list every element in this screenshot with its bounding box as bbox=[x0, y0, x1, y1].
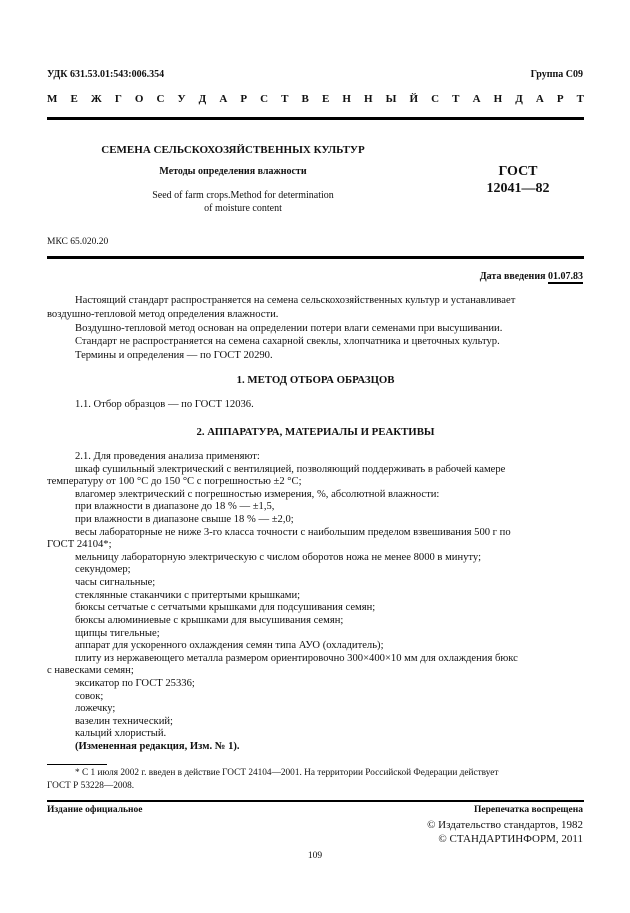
gost-number: 12041—82 bbox=[486, 181, 550, 196]
gost-label: ГОСТ bbox=[498, 164, 538, 179]
english-title-line2: of moisture content bbox=[204, 203, 282, 214]
intro-paragraph-4: Термины и определения — по ГОСТ 20290. bbox=[75, 350, 273, 361]
section-2-line: плиту из нержавеющего металла размером ориентировочно 300×400×10 мм для охлаждения бюкс bbox=[75, 652, 518, 664]
copyright-1: © Издательство стандартов, 1982 bbox=[427, 819, 583, 831]
section-2-line: с навесками семян; bbox=[47, 665, 134, 677]
clause-1-1: 1.1. Отбор образцов — по ГОСТ 12036. bbox=[75, 399, 254, 410]
section-2-line: температуру от 100 °С до 150 °С с погрешностью ±2 °С; bbox=[47, 476, 302, 488]
amendment-note: (Измененная редакция, Изм. № 1). bbox=[75, 741, 240, 753]
group-code: Группа С09 bbox=[530, 69, 583, 80]
section-2-line: кальций хлористый. bbox=[75, 728, 167, 740]
document-title: СЕМЕНА СЕЛЬСКОХОЗЯЙСТВЕННЫХ КУЛЬТУР bbox=[101, 144, 365, 156]
section-2-line: бюксы алюминиевые с крышками для высушивания семян; bbox=[75, 614, 344, 626]
official-edition: Издание официальное bbox=[47, 805, 143, 815]
section-1-heading: 1. МЕТОД ОТБОРА ОБРАЗЦОВ bbox=[236, 374, 395, 386]
document-subtitle: Методы определения влажности bbox=[159, 166, 307, 177]
section-2-line: ложечку; bbox=[75, 703, 116, 715]
intro-paragraph-2: Воздушно-тепловой метод основан на определении потери влаги семенами при высушивании. bbox=[75, 322, 503, 334]
header-rule bbox=[47, 117, 584, 120]
section-2-line: 2.1. Для проведения анализа применяют: bbox=[75, 451, 260, 462]
section-2-line: мельницу лабораторную электрическую с числом оборотов ножа не менее 8000 в минуту; bbox=[75, 551, 482, 563]
section-2-line: совок; bbox=[75, 690, 104, 702]
mks-code: МКС 65.020.20 bbox=[47, 237, 109, 247]
udk-code: УДК 631.53.01:543:006.354 bbox=[47, 69, 165, 80]
section-2-line: аппарат для ускоренного охлаждения семян типа АУО (охладитель); bbox=[75, 640, 384, 652]
section-2-line: вазелин технический; bbox=[75, 715, 173, 727]
section-2-line: шкаф сушильный электрический с вентиляцией, позволяющий поддерживать в рабочей камере bbox=[75, 463, 506, 475]
copyright-2: © СТАНДАРТИНФОРМ, 2011 bbox=[438, 833, 583, 845]
section-2-line: щипцы тигельные; bbox=[75, 627, 160, 639]
mks-rule bbox=[47, 256, 584, 259]
section-2-line: бюксы сетчатые с сетчатыми крышками для подсушивания семян; bbox=[75, 602, 376, 614]
standard-type: М Е Ж Г О С У Д А Р С Т В Е Н Н Ы Й С Т А Н Д А Р Т bbox=[47, 93, 584, 105]
section-2-line: эксикатор по ГОСТ 25336; bbox=[75, 677, 195, 689]
intro-date-label: Дата введения bbox=[479, 271, 546, 282]
section-2-line: часы сигнальные; bbox=[75, 577, 156, 589]
footer-rule bbox=[47, 800, 584, 802]
reprint-notice: Перепечатка воспрещена bbox=[473, 805, 583, 815]
section-2-line: при влажности в диапазоне до 18 % — ±1,5, bbox=[75, 501, 275, 513]
section-2-line: весы лабораторные не ниже 3-го класса точности с наибольшим пределом взвешивания 500 г по bbox=[75, 526, 511, 538]
page-number: 109 bbox=[307, 851, 323, 861]
footnote-line-1: * С 1 июля 2002 г. введен в действие ГОСТ 24104—2001. На территории Российской Федерации действует bbox=[75, 768, 499, 778]
footnote bbox=[47, 767, 584, 792]
intro-paragraph-3: Стандарт не распространяется на семена сахарной свеклы, хлопчатника и цветочных культур. bbox=[75, 336, 500, 348]
section-2-line: ГОСТ 24104*; bbox=[47, 539, 112, 551]
intro-date bbox=[480, 271, 583, 282]
intro-paragraph-1-cont: воздушно-тепловой метод определения влажности. bbox=[47, 308, 279, 320]
section-2-line: стеклянные стаканчики с притертыми крышками; bbox=[75, 589, 301, 601]
intro-paragraphs bbox=[47, 294, 584, 363]
section-2-line: при влажности в диапазоне свыше 18 % — ±2,0; bbox=[75, 514, 294, 526]
intro-date-value: 01.07.83 bbox=[548, 271, 583, 282]
footnote-separator bbox=[47, 764, 107, 765]
section-2-heading: 2. АППАРАТУРА, МАТЕРИАЛЫ И РЕАКТИВЫ bbox=[196, 426, 435, 438]
section-2-line: секундомер; bbox=[75, 564, 131, 576]
english-title-line1: Seed of farm crops.Method for determination bbox=[152, 190, 334, 201]
section-2-line: влагомер электрический с погрешностью измерения, %, абсолютной влажности: bbox=[75, 488, 440, 500]
section-1-text bbox=[47, 399, 584, 410]
intro-paragraph-1: Настоящий стандарт распространяется на семена сельскохозяйственных культур и устанавливает bbox=[75, 295, 516, 306]
section-2-text bbox=[47, 451, 584, 754]
footnote-line-2: ГОСТ Р 53228—2008. bbox=[47, 780, 135, 791]
